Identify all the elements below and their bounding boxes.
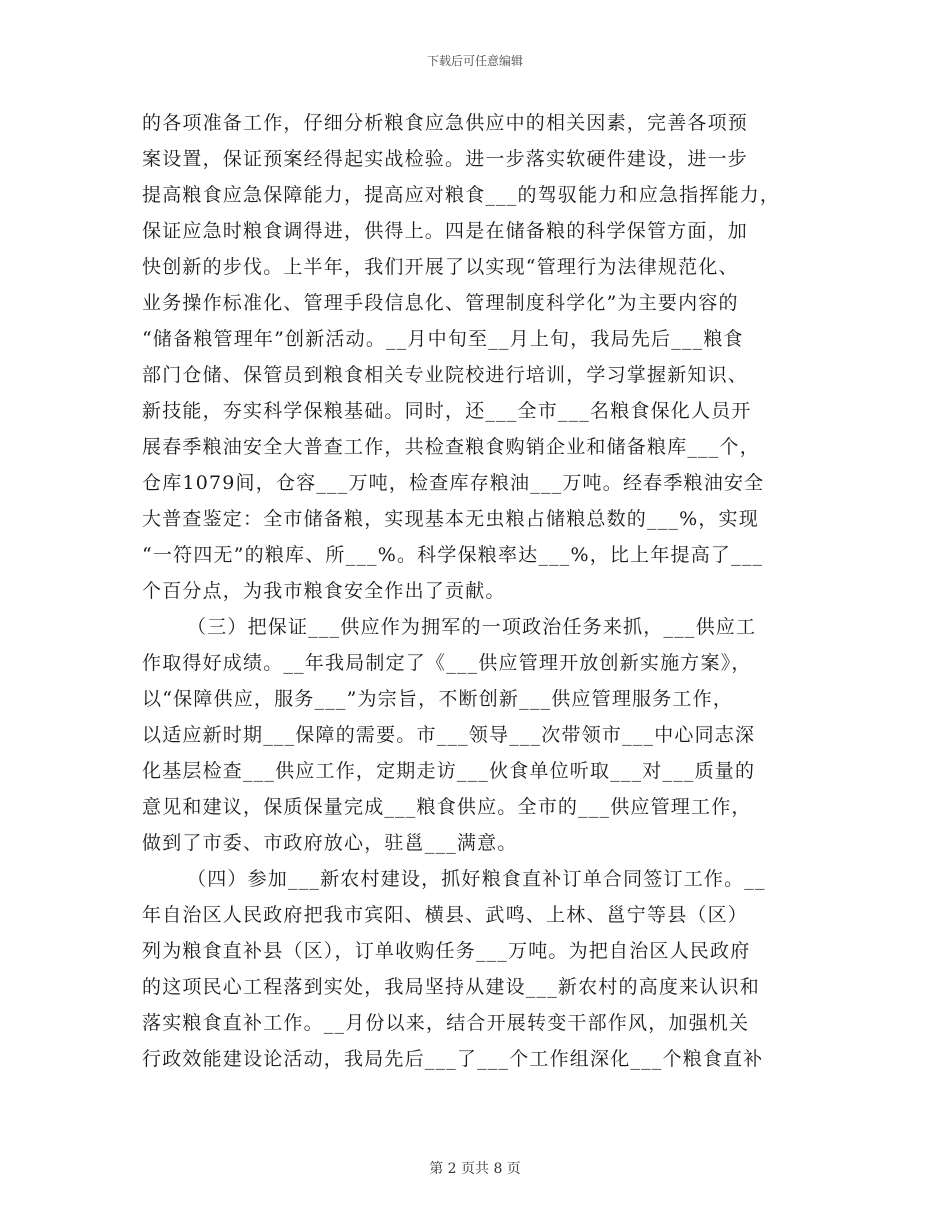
- text-line: 以“保障供应，服务___”为宗旨，不断创新___供应管理服务工作，: [142, 688, 734, 710]
- text-line: 业务操作标准化、管理手段信息化、管理制度科学化”为主要内容的: [142, 292, 739, 314]
- page-number: 第 2 页共 8 页: [429, 1161, 521, 1177]
- page-header-note: 下载后可任意编辑: [426, 54, 523, 68]
- paragraph-start-line: （三）把保证___供应作为拥军的一项政治任务来抓，___供应工: [187, 616, 757, 638]
- text-line: 展春季粮油安全大普查工作，共检查粮食购销企业和储备粮库___个，: [142, 436, 760, 458]
- text-line: 仓库1079间，仓容___万吨，检查库存粮油___万吨。经春季粮油安全: [142, 472, 765, 494]
- text-line: 案设置，保证预案经得起实战检验。进一步落实软硬件建设，进一步: [142, 148, 749, 170]
- text-line: 年自治区人民政府把我市宾阳、横县、武鸣、上林、邕宁等县（区）: [142, 904, 749, 926]
- text-line: 行政效能建设论活动，我局先后___了___个工作组深化___个粮食直补: [142, 1048, 764, 1070]
- paragraph-start-line: （四）参加___新农村建设，抓好粮食直补订单合同签订工作。__: [187, 868, 766, 890]
- text-line: 落实粮食直补工作。__月份以来，结合开展转变干部作风，加强机关: [142, 1012, 750, 1034]
- text-line: 新技能，夯实科学保粮基础。同时，还___全市___名粮食保化人员开: [142, 400, 752, 422]
- text-line: 意见和建议，保质保量完成___粮食供应。全市的___供应管理工作，: [142, 796, 752, 818]
- text-line: 作取得好成绩。__年我局制定了《___供应管理开放创新实施方案》，: [142, 652, 752, 674]
- text-line: 提高粮食应急保障能力，提高应对粮食___的驾驭能力和应急指挥能力，: [142, 184, 781, 206]
- document-body: [142, 105, 812, 1077]
- text-line: 的这项民心工程落到实处，我局坚持从建设___新农村的高度来认识和: [142, 976, 760, 998]
- text-line: 的各项准备工作，仔细分析粮食应急供应中的相关因素，完善各项预: [142, 112, 749, 134]
- text-line: 做到了市委、市政府放心，驻邕___满意。: [142, 832, 518, 854]
- text-line: “一符四无”的粮库、所___%。科学保粮率达___%，比上年提高了___: [142, 544, 764, 566]
- text-line: “储备粮管理年”创新活动。__月中旬至__月上旬，我局先后___粮食: [142, 328, 744, 350]
- text-line: 化基层检查___供应工作，定期走访___伙食单位听取___对___质量的: [142, 760, 756, 782]
- text-line: 个百分点，为我市粮食安全作出了贡献。: [142, 580, 506, 602]
- text-line: 快创新的步伐。上半年，我们开展了以实现“管理行为法律规范化、: [142, 256, 739, 278]
- text-line: 列为粮食直补县（区），订单收购任务___万吨。为把自治区人民政府: [142, 940, 751, 962]
- text-line: 保证应急时粮食调得进，供得上。四是在储备粮的科学保管方面，加: [142, 220, 749, 242]
- text-line: 大普查鉴定：全市储备粮，实现基本无虫粮占储粮总数的___%，实现: [142, 508, 759, 530]
- text-line: 部门仓储、保管员到粮食相关专业院校进行培训，学习掌握新知识、: [142, 364, 749, 386]
- text-line: 以适应新时期___保障的需要。市___领导___次带领市___中心同志深: [142, 724, 756, 746]
